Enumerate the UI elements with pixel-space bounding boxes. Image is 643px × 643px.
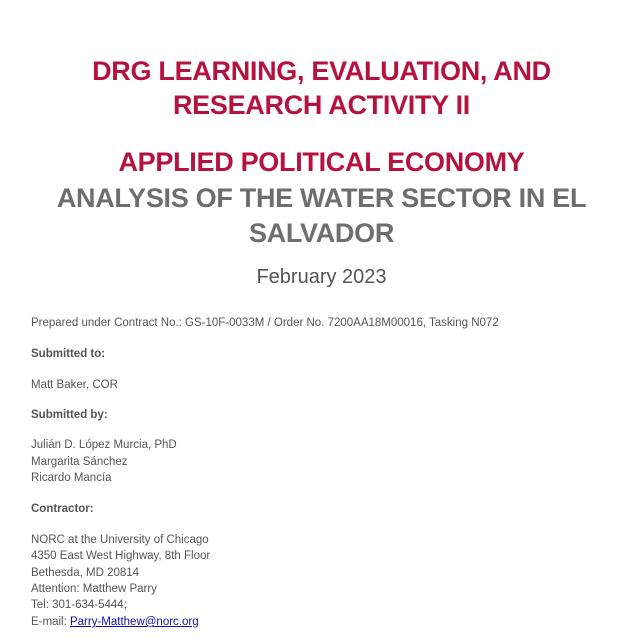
report-date: February 2023: [256, 266, 387, 288]
contractor-attention: Attention: Matthew Parry: [31, 583, 157, 595]
subtitle-red: APPLIED POLITICAL ECONOMY: [118, 147, 525, 177]
report-title-line-2: RESEARCH ACTIVITY II: [172, 90, 471, 120]
prepared-under: Prepared under Contract No.: GS-10F-0033M / Order No. 7200AA18M00016, Tasking N072: [31, 317, 499, 329]
contractor-org: NORC at the University of Chicago: [31, 534, 209, 546]
author-3: Ricardo Mancía: [31, 472, 112, 484]
submitted-to-heading: Submitted to:: [31, 348, 106, 360]
submitted-by-heading: Submitted by:: [31, 409, 108, 421]
contractor-tel: Tel: 301-634-5444;: [31, 599, 127, 611]
author-1: Julián D. López Murcia, PhD: [31, 439, 177, 451]
contractor-heading: Contractor:: [31, 503, 94, 515]
email-link[interactable]: Parry-Matthew@norc.org: [69, 616, 199, 628]
subtitle-gray-line-1: ANALYSIS OF THE WATER SECTOR IN EL: [56, 183, 587, 213]
contractor-address-1: 4350 East West Highway, 8th Floor: [31, 550, 211, 562]
submitted-to: Matt Baker, COR: [31, 379, 118, 391]
report-title-line-1: DRG LEARNING, EVALUATION, AND: [92, 56, 551, 86]
subtitle-gray-line-2: SALVADOR: [248, 218, 395, 248]
contractor-address-2: Bethesda, MD 20814: [31, 567, 140, 579]
email-label: E-mail:: [31, 616, 70, 628]
contractor-email-line: [31, 614, 199, 630]
author-2: Margarita Sánchez: [31, 456, 128, 468]
